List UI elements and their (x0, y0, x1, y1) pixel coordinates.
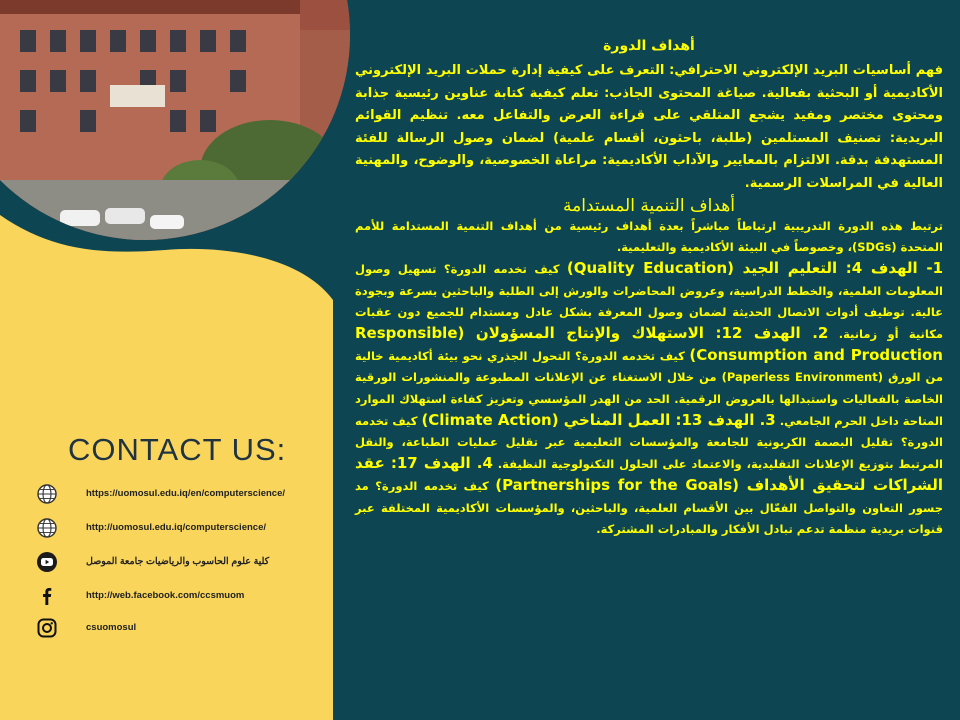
goal-4-title: 1- الهدف 4: التعليم الجيد (Quality Education) (566, 259, 943, 278)
course-goals-text: فهم أساسيات البريد الإلكتروني الاحترافي: التعرف على كيفية إدارة حملات البريد الإلكتروني الأكاديمية أو البحثية بفعالية. صياغة المحتوى الجاذب: تعلم كيفية كتابة عناوين رئيسية جذابة ومحتوى مختصر ومفيد يشجع المتلقي على قراءة العرض والتفاعل معه. تنظيم القوائم البريدية: تصنيف المستلمين (طلبة، باحثون، أقسام علمية) لضمان وصول الرسالة للفئة المستهدفة بدقة. الالتزام بالمعايير والآداب الأكاديمية: مراعاة الخصوصية، والوضوح، والمهنية العالية في المراسلات الرسمية. (355, 63, 943, 191)
globe-icon (36, 483, 58, 505)
contact-item-youtube[interactable] (36, 551, 336, 577)
goal-12-text: كيف تخدمه الدورة؟ التحول الجذري نحو بيئة أكاديمية خالية من الورق (Paperless Environment) من خلال الاستغناء عن الإعلانات المطبوعة والمنشورات الورقية الخاصة بالفعاليات واستبدالها بالعروض الرقمية. الحد من الهدر المؤسسي وتعزيز كفاءة استهلاك الموارد المتاحة داخل الحرم الجامعي. (355, 349, 944, 428)
contact-item-instagram[interactable] (36, 617, 336, 643)
course-goals-heading: أهداف الدورة (603, 38, 695, 54)
goal-17-title: 4. الهدف 17: عقد الشراكات لتحقيق الأهداف (Partnerships for the Goals) (355, 454, 943, 495)
instagram-icon (36, 617, 58, 639)
contact-text: كلية علوم الحاسوب والرياضيات جامعة الموصل (86, 556, 270, 567)
globe-icon (36, 517, 58, 539)
facebook-icon (36, 585, 58, 607)
goal-4-text: كيف تخدمه الدورة؟ تسهيل وصول المعلومات العلمية، والخطط الدراسية، وعروض المحاضرات والورش إلى الطلبة والباحثين بسرعة وبجودة عالية. توظيف أدوات الاتصال الحديثة لضمان وصول المعرفة بشكل عادل ومستدام للجميع دون عقبات مكانية أو زمانية. (355, 262, 944, 342)
contact-item-website-en[interactable] (36, 483, 336, 509)
goal-17-text: كيف تخدمه الدورة؟ مد جسور التعاون والتواصل الفعّال بين الأقسام العلمية، والباحثين، والمؤسسات الأكاديمية المختلفة عبر قنوات بريدية منظمة تدعم تبادل الأفكار والمبادرات المشتركة. (355, 479, 943, 536)
contact-item-website-ar[interactable] (36, 517, 336, 543)
contact-title: CONTACT US: (68, 432, 287, 467)
contact-text: http://uomosul.edu.iq/computerscience/ (86, 522, 266, 533)
goal-13-text: كيف تخدمه الدورة؟ تقليل البصمة الكربونية للجامعة والمؤسسات التعليمية عبر تقليل عمليات الطباعة، والنقل المرتبط بتوزيع الإعلانات التقليدية، والاعتماد على الحلول التكنولوجية النظيفة. (355, 413, 943, 472)
youtube-icon (36, 551, 58, 573)
goal-12-title: 2. الهدف 12: الاستهلاك والإنتاج المسؤولان (Responsible Consumption and Production) (355, 324, 943, 365)
sdg-heading: أهداف التنمية المستدامة (563, 196, 735, 216)
goal-13-title: 3. الهدف 13: العمل المناخي (Climate Action) (421, 410, 776, 429)
sdg-goals-text (355, 258, 943, 540)
sdg-intro-text: ترتبط هذه الدورة التدريبية ارتباطاً مباشراً بعدة أهداف رئيسية من أهداف التنمية المستدامة للأمم المتحدة (SDGs)، وخصوصاً في البيئة الأكاديمية والتعليمية. (355, 219, 943, 255)
content-panel (355, 38, 943, 540)
contact-item-facebook[interactable] (36, 585, 336, 611)
contact-text: http://web.facebook.com/ccsmuom (86, 590, 245, 601)
contact-text: csuomosul (86, 622, 137, 633)
left-panel (0, 0, 333, 720)
contact-text: https://uomosul.edu.iq/en/computerscience/ (86, 488, 285, 499)
